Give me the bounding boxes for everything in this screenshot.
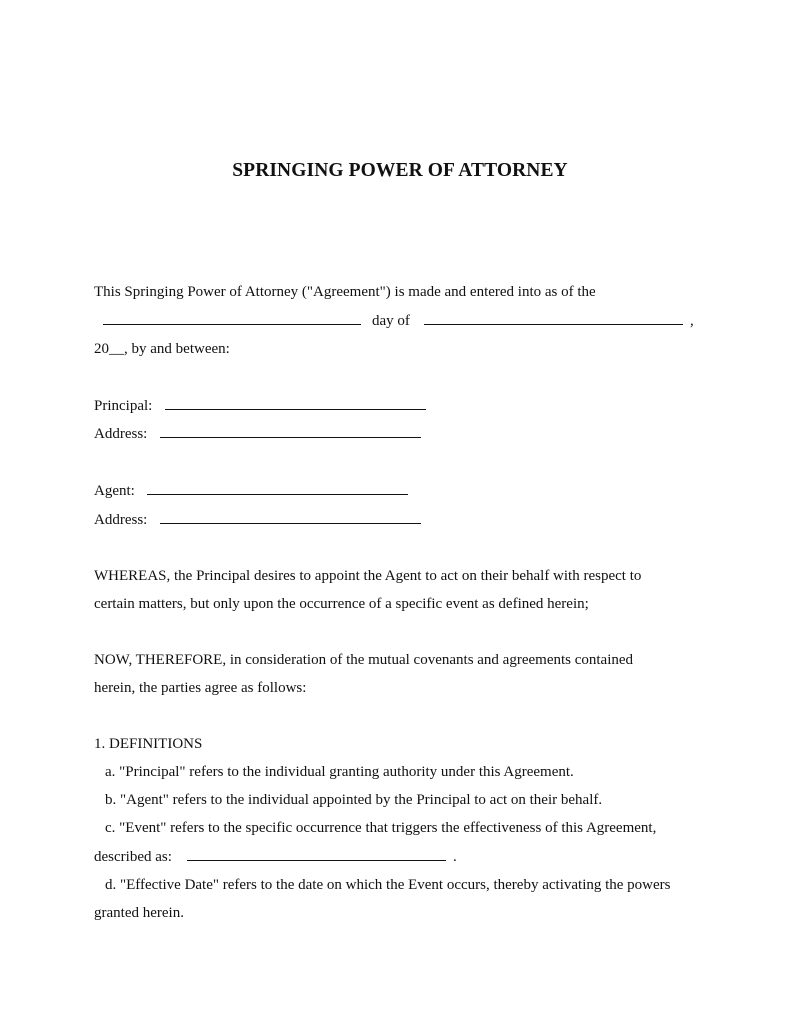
principal-address-label: Address:	[94, 426, 148, 442]
now-therefore-line-1: NOW, THEREFORE, in consideration of the mutual covenants and agreements contained	[94, 652, 634, 668]
month-blank[interactable]	[424, 324, 683, 325]
principal-name-blank[interactable]	[165, 409, 426, 410]
definition-d-line-2: granted herein.	[94, 905, 184, 921]
agent-name-blank[interactable]	[147, 494, 408, 495]
whereas-line-2: certain matters, but only upon the occurrence of a specific event as defined herein;	[94, 596, 589, 612]
definition-b: b. "Agent" refers to the individual appointed by the Principal to act on their behalf.	[105, 792, 603, 808]
definition-c-line-2: described as:	[94, 849, 172, 865]
definition-d-line-1: d. "Effective Date" refers to the date on which the Event occurs, thereby activating the powers	[105, 877, 671, 893]
definition-c-line-1: c. "Event" refers to the specific occurrence that triggers the effectiveness of this Agreement,	[105, 820, 657, 836]
agent-label: Agent:	[94, 483, 135, 499]
now-therefore-line-2: herein, the parties agree as follows:	[94, 680, 307, 696]
day-of-text: day of	[372, 313, 410, 329]
event-description-blank[interactable]	[187, 860, 446, 861]
intro-line-1: This Springing Power of Attorney ("Agreement") is made and entered into as of the	[94, 284, 596, 300]
definition-a: a. "Principal" refers to the individual granting authority under this Agreement.	[105, 764, 574, 780]
agent-address-blank[interactable]	[160, 523, 421, 524]
principal-label: Principal:	[94, 398, 153, 414]
principal-address-blank[interactable]	[160, 437, 421, 438]
definitions-heading: 1. DEFINITIONS	[94, 736, 203, 752]
document-title: SPRINGING POWER OF ATTORNEY	[232, 160, 568, 181]
whereas-line-1: WHEREAS, the Principal desires to appoint the Agent to act on their behalf with respect to	[94, 568, 642, 584]
agent-address-label: Address:	[94, 512, 148, 528]
definition-c-period: .	[453, 849, 457, 865]
intro-comma: ,	[690, 313, 694, 329]
intro-line-3: 20__, by and between:	[94, 341, 230, 357]
day-blank[interactable]	[103, 324, 361, 325]
